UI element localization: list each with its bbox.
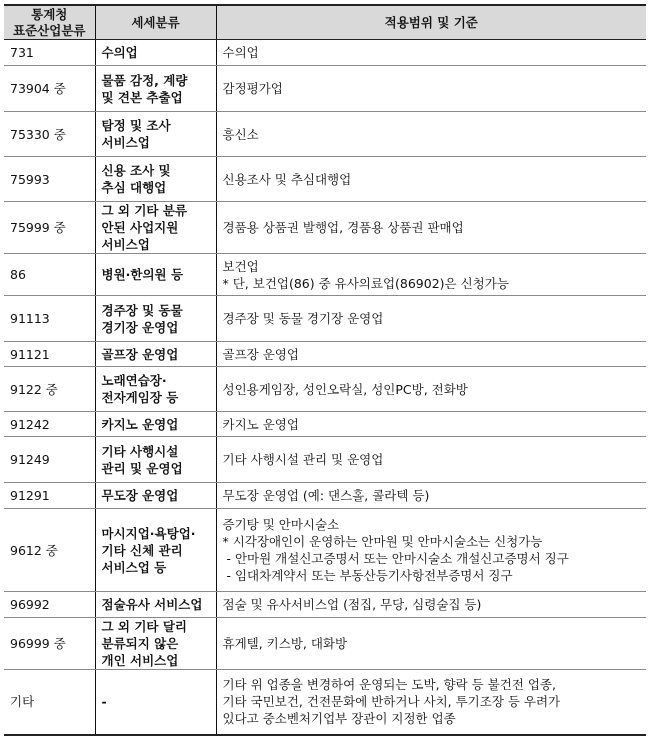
industry-name	[95, 157, 216, 202]
industry-name	[95, 202, 216, 254]
industry-name-line: 전자게임장 등	[101, 390, 179, 405]
scope-line: 경품용 상품권 발행업, 경품용 상품권 판매업	[222, 220, 464, 235]
table-row	[4, 254, 646, 296]
scope-line: 있다고 중소벤처기업부 장관이 지정한 업종	[222, 711, 456, 727]
industry-name-line: 무도장 운영업	[101, 488, 179, 503]
industry-name-line: 서비스업 등	[101, 559, 167, 575]
industry-code: 9612 중	[4, 509, 95, 592]
scope-criteria	[216, 342, 646, 367]
table-row	[4, 112, 646, 157]
industry-name-line: 골프장 운영업	[101, 346, 179, 362]
industry-code: 9122 중	[4, 367, 95, 412]
header-name: 세세분류	[95, 5, 216, 40]
scope-criteria	[216, 157, 646, 202]
table-row	[4, 367, 646, 412]
scope-line: 수의업	[222, 45, 259, 60]
scope-criteria	[216, 483, 646, 509]
industry-code: 96999 중	[4, 618, 95, 670]
table-row	[4, 509, 646, 592]
industry-code: 75993	[4, 157, 95, 202]
table-row	[4, 40, 646, 66]
scope-criteria	[216, 254, 646, 296]
scope-line: 무도장 운영업 (예: 댄스홀, 콜라텍 등)	[222, 488, 430, 503]
industry-code: 731	[4, 40, 95, 66]
industry-code: 73904 중	[4, 66, 95, 112]
industry-name-line: 서비스업	[101, 135, 150, 150]
scope-line: 경주장 및 동물 경기장 운영업	[222, 311, 384, 326]
table-row	[4, 157, 646, 202]
industry-name-line: 병원·한의원 등	[101, 267, 184, 282]
scope-line: 신용조사 및 추심대행업	[222, 171, 352, 187]
industry-name-line: 물품 감정, 계량	[101, 72, 188, 88]
industry-name	[95, 254, 216, 296]
scope-line: 카지노 운영업	[222, 416, 299, 432]
industry-name	[95, 483, 216, 509]
scope-criteria	[216, 509, 646, 592]
industry-name	[95, 592, 216, 618]
header-code	[4, 5, 95, 40]
table-row	[4, 437, 646, 483]
industry-name	[95, 66, 216, 112]
scope-line: 기타 위 업종을 변경하여 운영되는 도박, 향락 등 불건전 업종,	[222, 677, 557, 693]
industry-code: 86	[4, 254, 95, 296]
industry-name-line: 경주장 및 동물	[101, 302, 183, 318]
industry-name-line: 기타 사행시설	[101, 443, 179, 459]
table-row	[4, 412, 646, 437]
industry-name	[95, 509, 216, 592]
scope-line: - 임대차계약서 또는 부동산등기사항전부증명서 징구	[226, 568, 513, 583]
industry-name-line: 탐정 및 조사	[101, 118, 171, 133]
header-row	[4, 5, 646, 40]
industry-name-line: 관리 및 운영업	[101, 460, 183, 476]
scope-criteria	[216, 296, 646, 342]
scope-line: 보건업	[222, 258, 259, 274]
industry-name-line: 점술유사 서비스업	[101, 597, 203, 612]
industry-name-line: 노래연습장·	[101, 373, 167, 388]
industry-name-line: 신용 조사 및	[101, 163, 171, 178]
scope-line: 흥신소	[222, 126, 259, 142]
table-row	[4, 592, 646, 618]
industry-name-line: 안된 사업지원	[101, 220, 179, 235]
header-scope: 적용범위 및 기준	[216, 5, 646, 40]
industry-name-line: 서비스업	[101, 237, 150, 252]
industry-name-line: 기타 신체 관리	[101, 542, 183, 558]
scope-criteria	[216, 618, 646, 670]
industry-name	[95, 437, 216, 483]
scope-criteria	[216, 670, 646, 735]
scope-criteria	[216, 112, 646, 157]
industry-name-line: 그 외 기타 분류	[101, 203, 188, 218]
industry-code: 91291	[4, 483, 95, 509]
industry-name-line: 분류되지 않은	[101, 636, 179, 651]
industry-code: 91121	[4, 342, 95, 367]
scope-line: 점술 및 유사서비스업 (점집, 무당, 심령술집 등)	[222, 597, 482, 612]
table-row	[4, 202, 646, 254]
industry-code: 기타	[4, 670, 95, 735]
industry-name-line: 그 외 기타 달리	[101, 619, 188, 634]
header-code-line: 표준산업분류	[13, 22, 86, 38]
scope-line: 증기탕 및 안마시술소	[222, 517, 340, 532]
table-row	[4, 618, 646, 670]
industry-name-line: 개인 서비스업	[101, 653, 179, 668]
industry-name	[95, 412, 216, 437]
scope-line: 기타 국민보건, 건전문화에 반하거나 사치, 투기조장 등 우려가	[222, 694, 561, 710]
scope-criteria	[216, 202, 646, 254]
scope-line: 기타 사행시설 관리 및 운영업	[222, 452, 384, 467]
table-row	[4, 66, 646, 112]
industry-name	[95, 342, 216, 367]
industry-code: 91242	[4, 412, 95, 437]
industry-name	[95, 40, 216, 66]
industry-code: 75330 중	[4, 112, 95, 157]
industry-name	[95, 296, 216, 342]
table-row	[4, 670, 646, 735]
industry-name	[95, 670, 216, 735]
industry-name	[95, 112, 216, 157]
industry-code: 96992	[4, 592, 95, 618]
table-row	[4, 296, 646, 342]
scope-criteria	[216, 367, 646, 412]
industry-name-line: 마시지업·욕탕업·	[101, 525, 196, 541]
scope-criteria	[216, 40, 646, 66]
restricted-industry-table	[4, 4, 646, 736]
table-row	[4, 342, 646, 367]
industry-name	[95, 367, 216, 412]
scope-line: 골프장 운영업	[222, 346, 299, 362]
industry-name-line: 경기장 운영업	[101, 319, 179, 335]
scope-line: * 단, 보건업(86) 중 유사의료업(86902)은 신청가능	[222, 275, 509, 291]
industry-name-line: 카지노 운영업	[101, 416, 179, 432]
scope-line: - 안마원 개설신고증명서 또는 안마시술소 개설신고증명서 징구	[226, 551, 569, 566]
industry-name-line: 및 견본 추출업	[101, 89, 183, 105]
scope-criteria	[216, 66, 646, 112]
scope-criteria	[216, 592, 646, 618]
industry-code: 91113	[4, 296, 95, 342]
industry-name-line: 추심 대행업	[101, 180, 167, 195]
industry-code: 75999 중	[4, 202, 95, 254]
industry-name-line: 수의업	[101, 45, 138, 60]
scope-line: * 시각장애인이 운영하는 안마원 및 안마시술소는 신청가능	[222, 534, 543, 549]
industry-name	[95, 618, 216, 670]
header-code-line: 통계청	[31, 6, 68, 22]
table-row	[4, 483, 646, 509]
scope-criteria	[216, 437, 646, 483]
industry-code: 91249	[4, 437, 95, 483]
scope-line: 성인용게임장, 성인오락실, 성인PC방, 전화방	[222, 381, 468, 397]
scope-line: 휴게텔, 키스방, 대화방	[222, 636, 348, 651]
industry-name-line: -	[101, 694, 107, 710]
scope-line: 감정평가업	[222, 81, 283, 96]
scope-criteria	[216, 412, 646, 437]
